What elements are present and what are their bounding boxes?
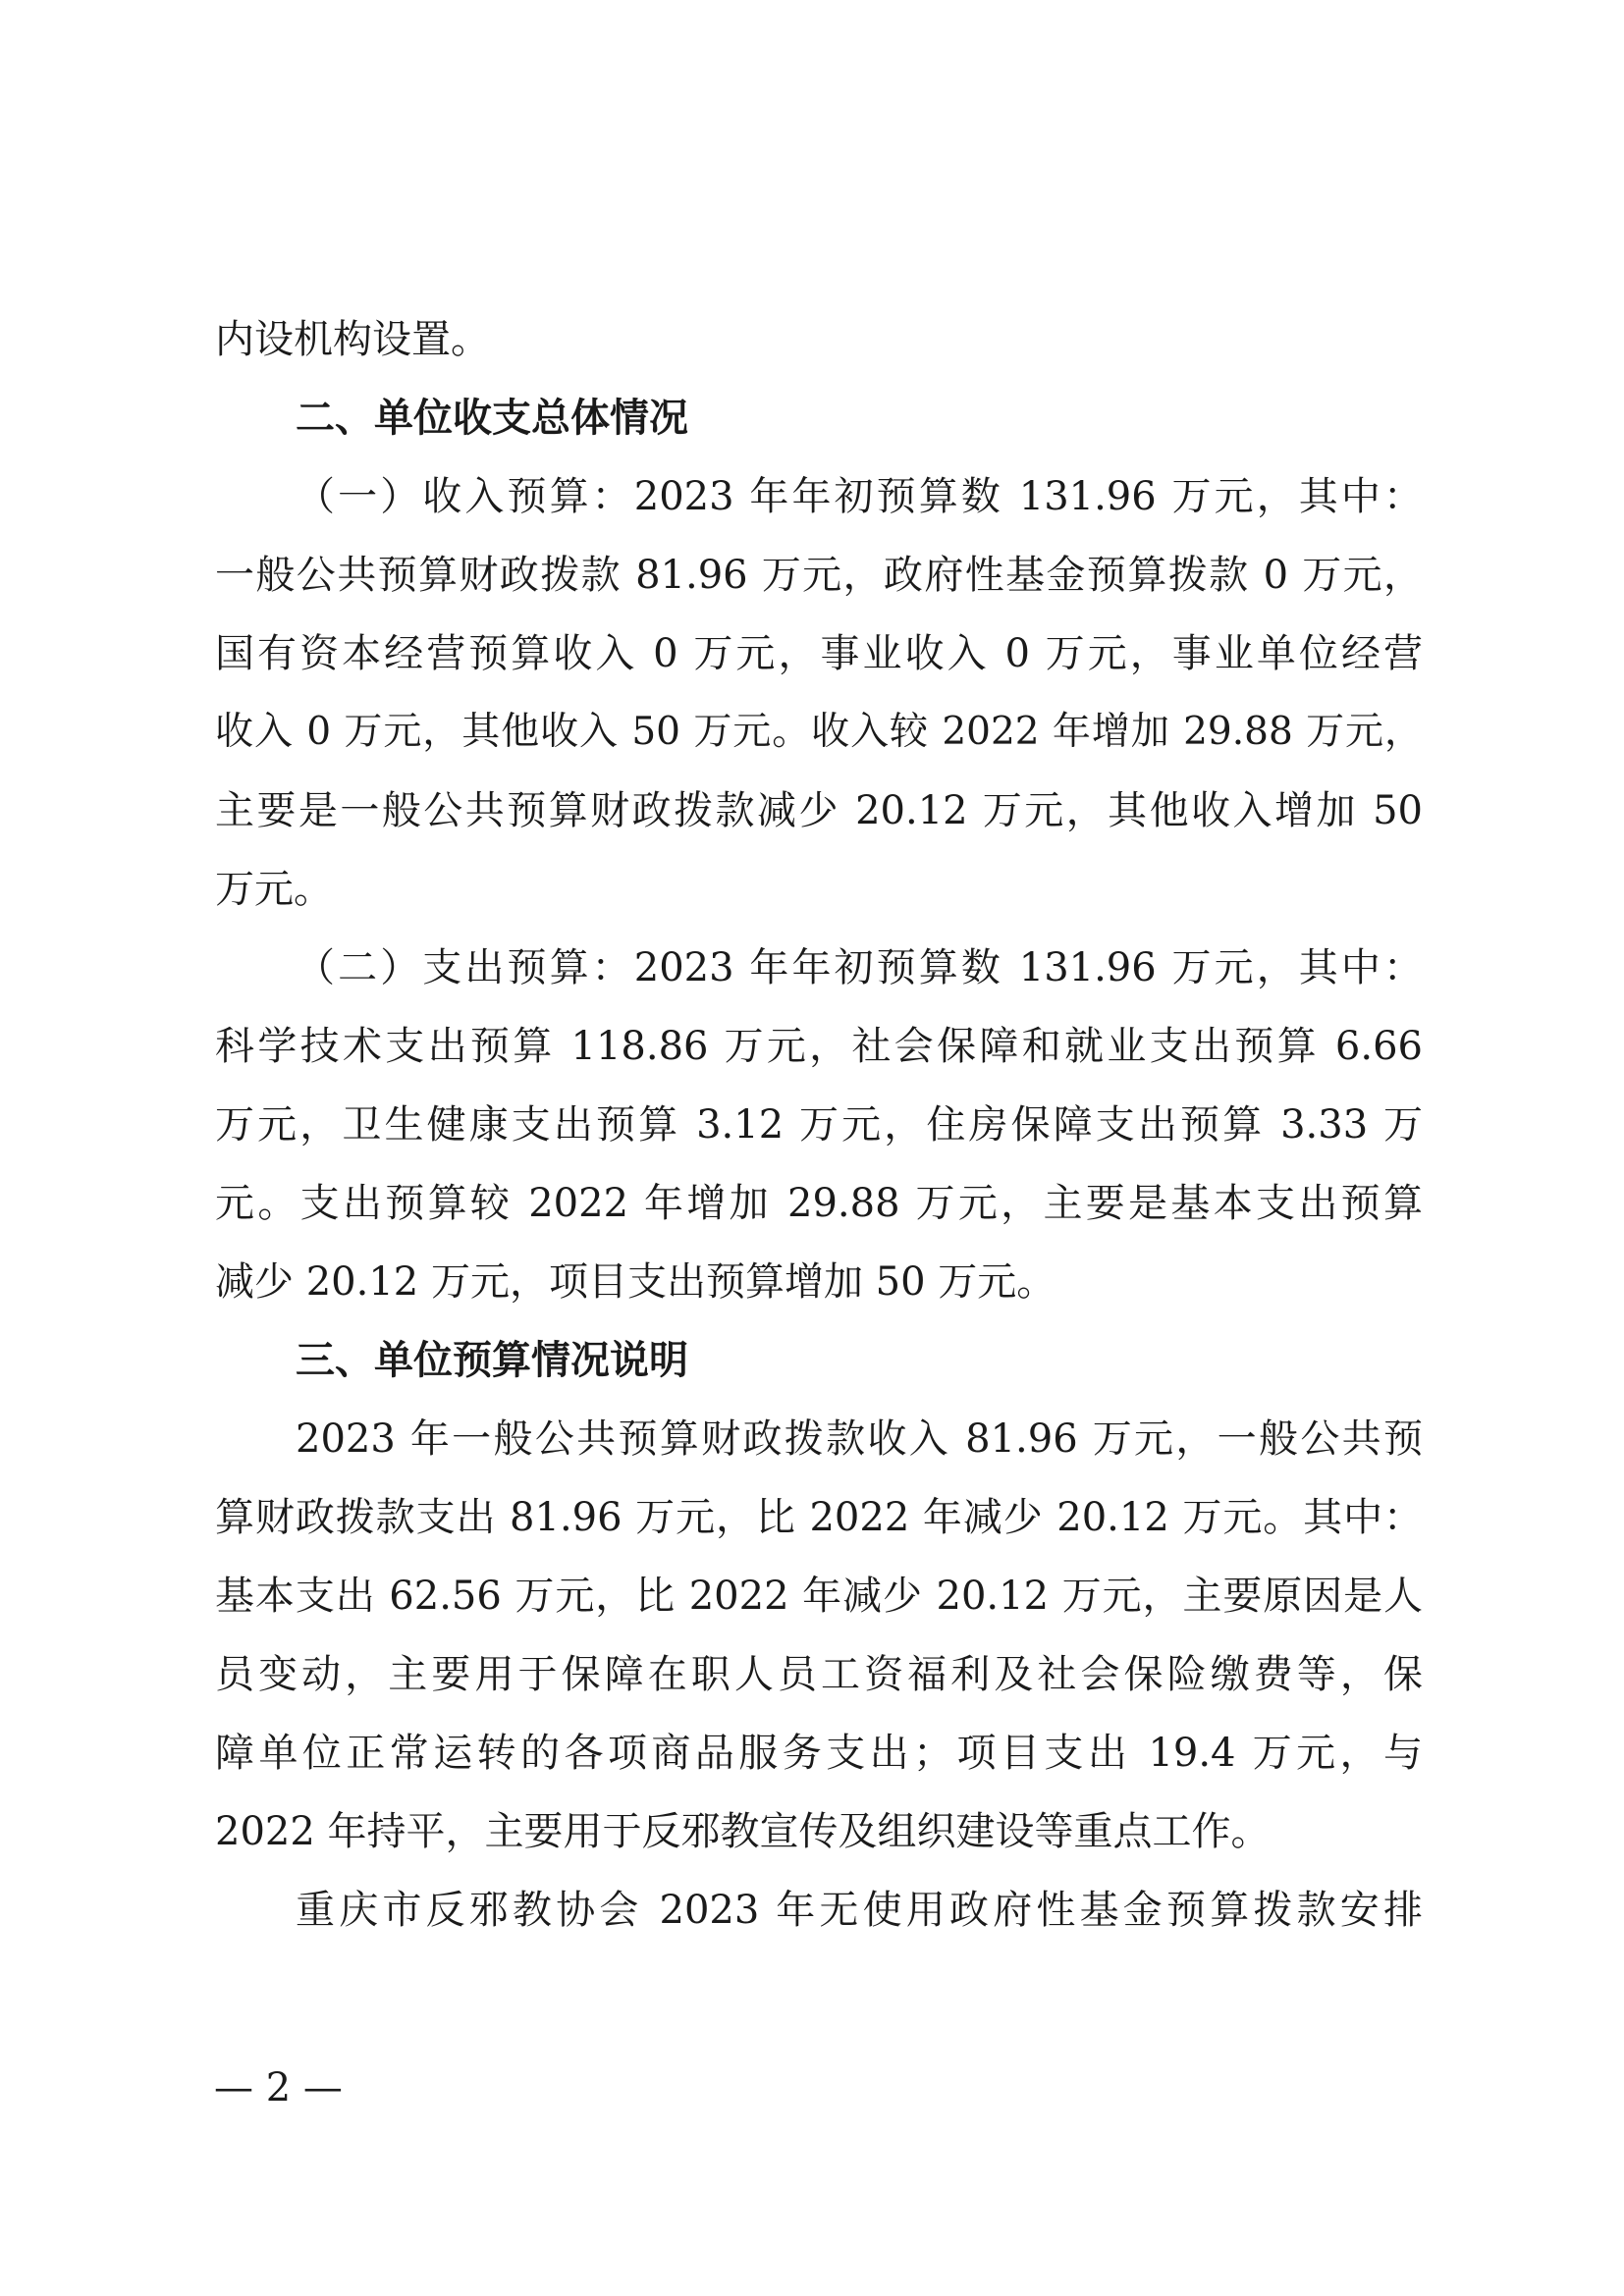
page-number: — 2 — bbox=[214, 2065, 343, 2110]
paragraph-line: 国有资本经营预算收入 0 万元，事业收入 0 万元，事业单位经营 bbox=[215, 631, 1423, 676]
paragraph-line: 算财政拨款支出 81.96 万元，比 2022 年减少 20.12 万元。其中： bbox=[215, 1495, 1423, 1540]
paragraph-line: 收入 0 万元，其他收入 50 万元。收入较 2022 年增加 29.88 万元， bbox=[215, 710, 1423, 754]
paragraph-line: （二）支出预算：2023 年年初预算数 131.96 万元，其中： bbox=[296, 945, 1423, 990]
paragraph-line: 元。支出预算较 2022 年增加 29.88 万元，主要是基本支出预算 bbox=[215, 1181, 1423, 1226]
paragraph-line: 科学技术支出预算 118.86 万元，社会保障和就业支出预算 6.66 bbox=[215, 1024, 1423, 1069]
paragraph-line: 重庆市反邪教协会 2023 年无使用政府性基金预算拨款安排 bbox=[296, 1888, 1423, 1933]
paragraph-line: 2022 年持平，主要用于反邪教宣传及组织建设等重点工作。 bbox=[215, 1809, 1271, 1854]
section-heading: 三、单位预算情况说明 bbox=[296, 1338, 688, 1383]
paragraph-line: 基本支出 62.56 万元，比 2022 年减少 20.12 万元，主要原因是人 bbox=[215, 1574, 1423, 1619]
paragraph-line: 障单位正常运转的各项商品服务支出；项目支出 19.4 万元，与 bbox=[215, 1731, 1423, 1776]
paragraph-line: 2023 年一般公共预算财政拨款收入 81.96 万元，一般公共预 bbox=[296, 1416, 1423, 1462]
paragraph-line: 员变动，主要用于保障在职人员工资福利及社会保险缴费等，保 bbox=[215, 1652, 1423, 1697]
paragraph-line: 内设机构设置。 bbox=[215, 317, 490, 362]
paragraph-line: 万元，卫生健康支出预算 3.12 万元，住房保障支出预算 3.33 万 bbox=[215, 1102, 1423, 1148]
paragraph-line: 减少 20.12 万元，项目支出预算增加 50 万元。 bbox=[215, 1259, 1056, 1305]
paragraph-line: 万元。 bbox=[215, 867, 333, 912]
paragraph-line: 一般公共预算财政拨款 81.96 万元，政府性基金预算拨款 0 万元， bbox=[215, 553, 1423, 598]
section-heading: 二、单位收支总体情况 bbox=[296, 396, 688, 441]
paragraph-line: （一）收入预算：2023 年年初预算数 131.96 万元，其中： bbox=[296, 474, 1423, 519]
paragraph-line: 主要是一般公共预算财政拨款减少 20.12 万元，其他收入增加 50 bbox=[215, 788, 1423, 833]
